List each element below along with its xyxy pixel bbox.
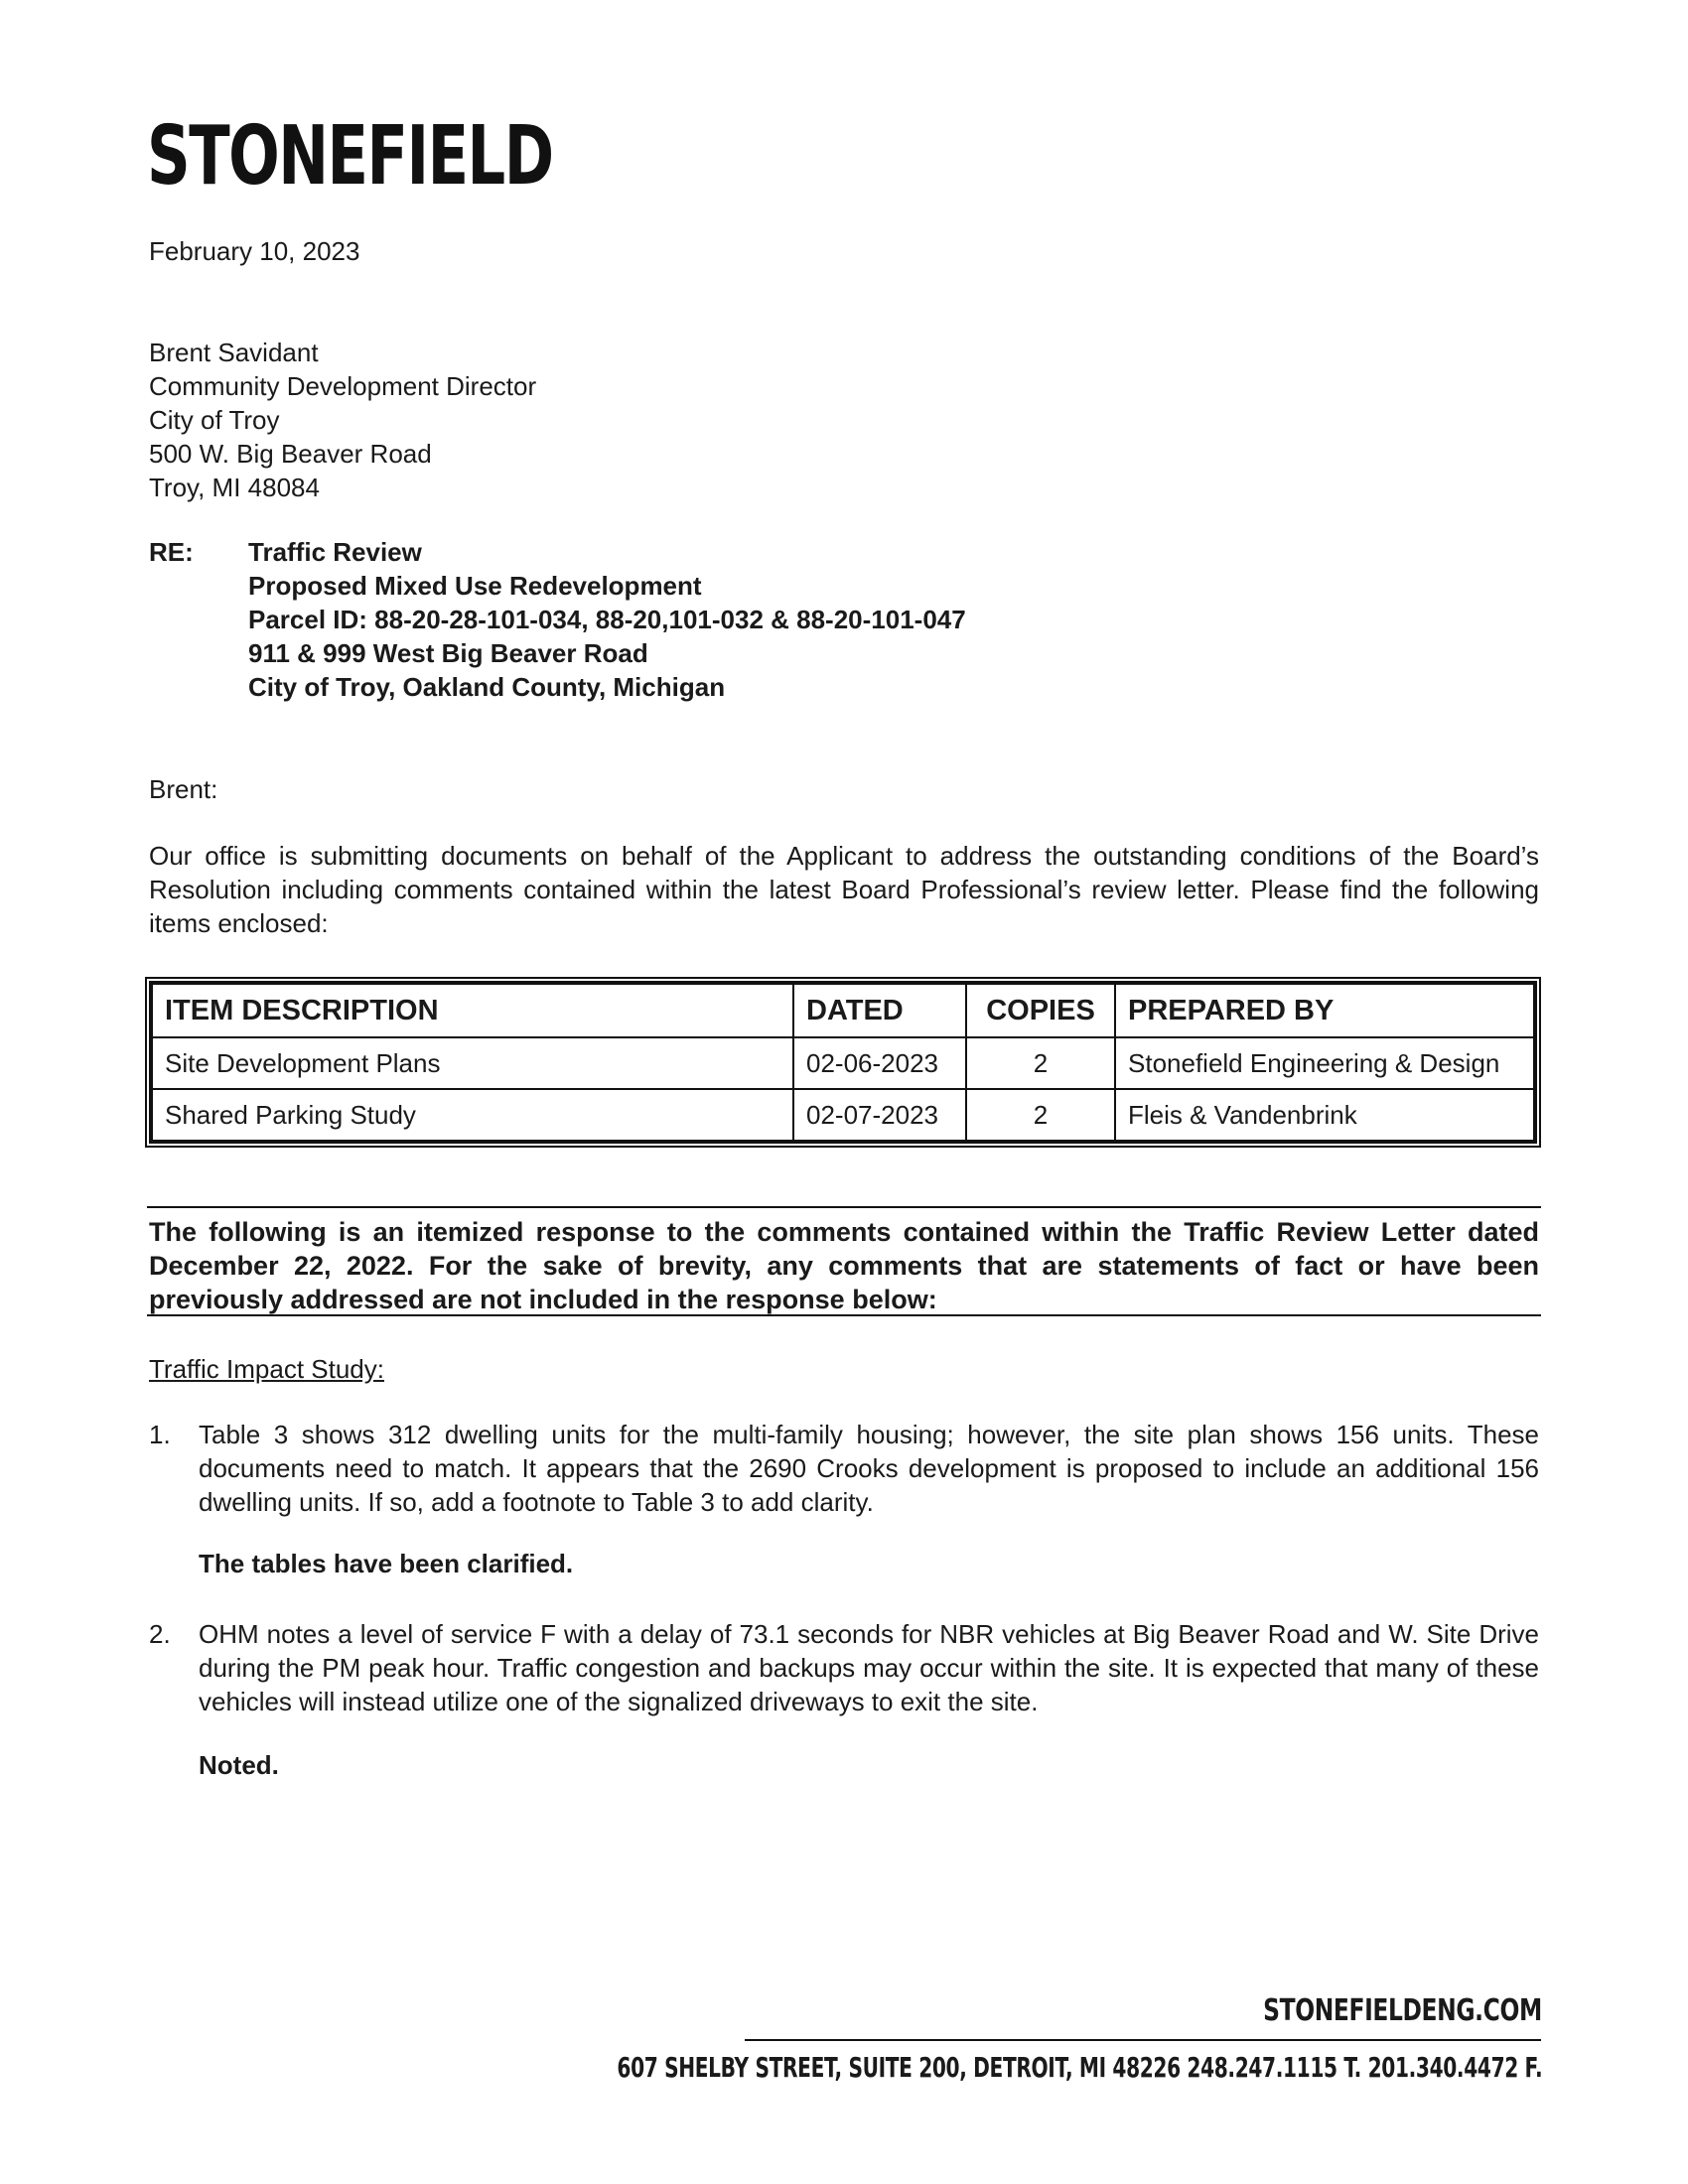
footer-website: STONEFIELDENG.COM	[1263, 1993, 1542, 2028]
comment-response: The tables have been clarified.	[199, 1549, 574, 1578]
comment-text: Table 3 shows 312 dwelling units for the multi-family housing; however, the site plan shows 156 units. These documents need to match. It appears that the 2690 Crooks development is proposed to include an additional 156 dwelling units. If so, add a footnote to Table 3 to add clarity.	[199, 1420, 1539, 1517]
subject-line: Traffic Review	[248, 537, 422, 567]
recipient-title: Community Development Director	[149, 371, 537, 401]
table-cell: Fleis & Vandenbrink	[1115, 1089, 1534, 1141]
recipient-street: 500 W. Big Beaver Road	[149, 439, 432, 469]
subject-line: Proposed Mixed Use Redevelopment	[248, 571, 702, 601]
footer-address: 607 SHELBY STREET, SUITE 200, DETROIT, MI 48226 248.247.1115 T. 201.340.4472 F.	[617, 2051, 1542, 2084]
comment-response: Noted.	[199, 1750, 279, 1780]
table-cell: 02-07-2023	[793, 1089, 966, 1141]
recipient-organization: City of Troy	[149, 405, 280, 435]
recipient-name: Brent Savidant	[149, 338, 319, 367]
recipient-city: Troy, MI 48084	[149, 473, 320, 502]
subject-line: Parcel ID: 88-20-28-101-034, 88-20,101-032 & 88-20-101-047	[248, 605, 966, 634]
intro-paragraph: Our office is submitting documents on behalf of the Applicant to address the outstanding conditions of the Board’s Resolution including comments contained within the latest Board Professional’s review letter. Please find the following items enclosed:	[149, 841, 1539, 938]
comment-text: OHM notes a level of service F with a delay of 73.1 seconds for NBR vehicles at Big Beaver Road and W. Site Drive during the PM peak hour. Traffic congestion and backups may occur within the site. It is expected that many of these vehicles will instead utilize one of the signalized driveways to exit the site.	[199, 1619, 1539, 1716]
section-title: Traffic Impact Study:	[149, 1354, 384, 1384]
subject-lines	[248, 535, 1142, 704]
divider-top	[147, 1206, 1541, 1208]
table-cell: 02-06-2023	[793, 1037, 966, 1089]
subject-label: RE:	[149, 537, 194, 567]
table-row	[152, 1037, 1534, 1089]
subject-line: City of Troy, Oakland County, Michigan	[248, 672, 726, 702]
recipient-address	[149, 336, 536, 504]
company-logo: STONEFIELD	[147, 109, 553, 204]
column-header: DATED	[793, 984, 966, 1037]
itemized-response-notice: The following is an itemized response to the comments contained within the Traffic Review Letter dated December 22, 2022. For the sake of brevity, any comments that are statements of fact or have been previously addressed are not included in the response below:	[149, 1217, 1539, 1314]
footer-divider	[745, 2039, 1541, 2041]
letter-date: February 10, 2023	[149, 236, 360, 266]
divider-bottom	[147, 1314, 1541, 1316]
table-cell: Stonefield Engineering & Design	[1115, 1037, 1534, 1089]
table-cell: 2	[966, 1089, 1115, 1141]
comment-number: 1.	[149, 1420, 171, 1449]
table-row	[152, 1089, 1534, 1141]
table-cell: Site Development Plans	[152, 1037, 793, 1089]
salutation: Brent:	[149, 774, 218, 804]
column-header: COPIES	[966, 984, 1115, 1037]
column-header: ITEM DESCRIPTION	[152, 984, 793, 1037]
column-header: PREPARED BY	[1115, 984, 1534, 1037]
table-header-row	[152, 984, 1534, 1037]
table-cell: 2	[966, 1037, 1115, 1089]
subject-line: 911 & 999 West Big Beaver Road	[248, 638, 648, 668]
enclosed-items-table	[145, 977, 1541, 1148]
table-cell: Shared Parking Study	[152, 1089, 793, 1141]
comment-number: 2.	[149, 1619, 171, 1649]
